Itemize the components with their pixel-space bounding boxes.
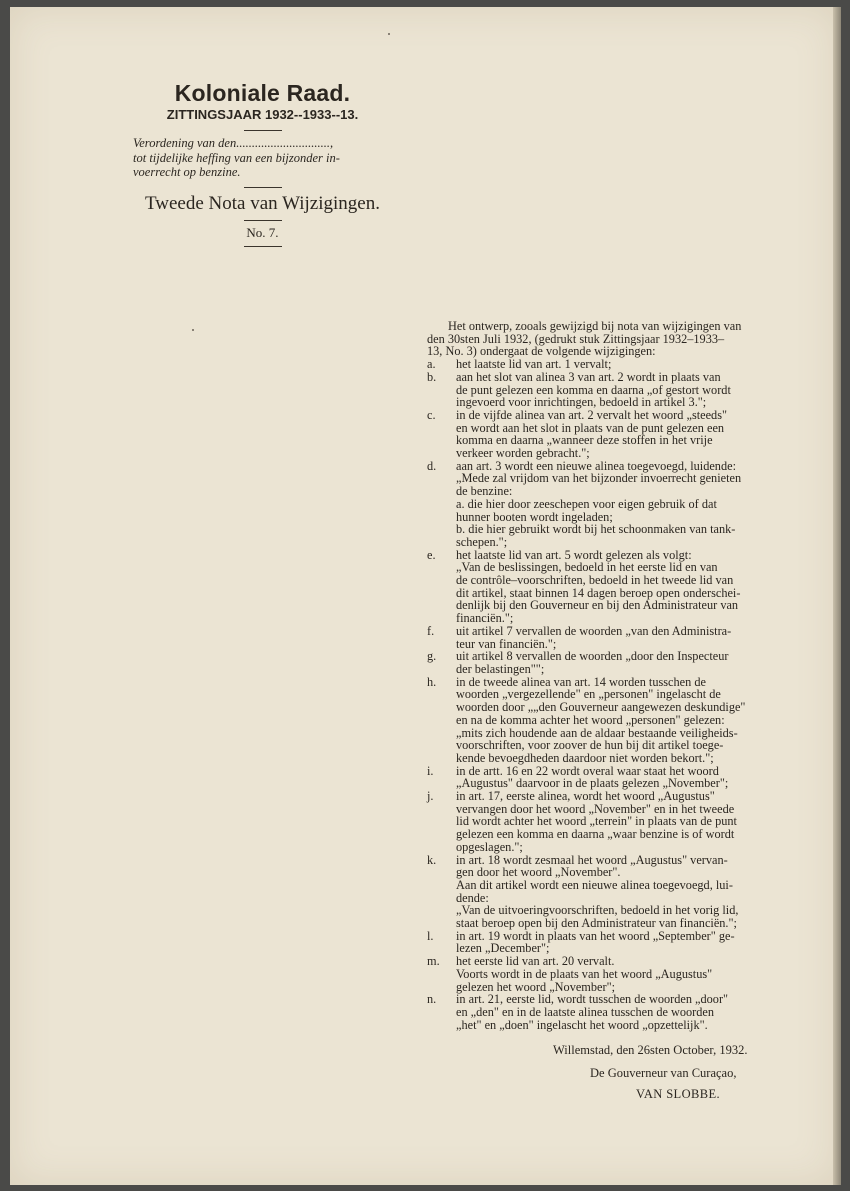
amendment-line: en „den" en in de laatste alinea tusschen de woorden xyxy=(456,1004,715,1019)
amendment-letter: a. xyxy=(427,357,436,372)
amendment-letter: l. xyxy=(427,928,434,943)
ordinance-subject xyxy=(130,136,395,180)
amendment-line: woorden „vergezellende" en „personen" ingelascht de xyxy=(456,687,721,702)
amendment-line: „het" en „doen" ingelascht het woord „opzettelijk". xyxy=(456,1017,708,1032)
intro-line: den 30sten Juli 1932, (gedrukt stuk Zittingsjaar 1932–1933– xyxy=(427,331,725,346)
amendment-line: hunner booten wordt ingeladen; xyxy=(456,509,613,524)
amendment-line: dende: xyxy=(456,890,489,905)
amendment-item xyxy=(427,549,798,625)
amendment-line: Aan dit artikel wordt een nieuwe alinea toegevoegd, lui- xyxy=(456,877,733,892)
amendment-line: b. die hier gebruikt wordt bij het schoonmaken van tank- xyxy=(456,522,736,537)
amendment-item xyxy=(427,790,798,854)
council-title: Koloniale Raad. xyxy=(174,80,351,106)
amendment-item xyxy=(427,650,798,675)
amendment-letter: j. xyxy=(427,789,434,804)
page-edge xyxy=(833,7,841,1185)
amendment-line: kende bevoegdheden daardoor niet worden bekort."; xyxy=(456,750,714,765)
intro-paragraph xyxy=(427,320,798,358)
amendment-line: „Van de uitvoeringvoorschriften, bedoeld in het vorig lid, xyxy=(456,903,739,918)
amendment-line: vervangen door het woord „November" en in het tweede xyxy=(456,801,735,816)
divider xyxy=(244,130,282,131)
amendment-letter: f. xyxy=(427,623,435,638)
amendment-letter: k. xyxy=(427,852,437,867)
amendment-line: financiën."; xyxy=(456,611,514,626)
amendment-line: woorden door „„den Gouverneur aangewezen deskundige" xyxy=(456,700,746,715)
amendment-line: in de artt. 16 en 22 wordt overal waar staat het woord xyxy=(456,763,719,778)
amendment-letter: e. xyxy=(427,547,436,562)
amendment-line: „Van de beslissingen, bedoeld in het eerste lid en van xyxy=(456,560,718,575)
document-header xyxy=(130,80,395,252)
signature-name: VAN SLOBBE. xyxy=(636,1087,721,1101)
amendment-letter: d. xyxy=(427,458,437,473)
amendment-line: in art. 19 wordt in plaats van het woord „September" ge- xyxy=(456,928,735,943)
amendment-line: gelezen het woord „November"; xyxy=(456,979,616,994)
amendment-item xyxy=(427,625,798,650)
signature-date: Willemstad, den 26sten October, 1932. xyxy=(553,1043,748,1057)
nota-number: No. 7. xyxy=(246,224,279,240)
amendment-line: Voorts wordt in de plaats van het woord „Augustus" xyxy=(456,966,713,981)
amendment-item xyxy=(427,854,798,930)
amendment-letter: i. xyxy=(427,763,434,778)
amendment-letter: h. xyxy=(427,674,437,689)
amendment-line: dit artikel, staat binnen 14 dagen beroep open onderschei- xyxy=(456,585,741,600)
amendment-line: gelezen een komma en daarna „waar benzine is of wordt xyxy=(456,827,735,842)
amendment-line: „Augustus" daarvoor in de plaats gelezen „November"; xyxy=(456,776,729,791)
divider xyxy=(244,246,282,247)
amendment-letter: g. xyxy=(427,649,437,664)
amendment-item xyxy=(427,765,798,790)
amendment-line: en wordt aan het slot in plaats van de punt gelezen een xyxy=(456,420,725,435)
amendment-line: voorschriften, voor zoover de hun bij dit artikel toege- xyxy=(456,738,724,753)
amendment-item xyxy=(427,930,798,955)
print-speck xyxy=(192,329,194,331)
amendment-item xyxy=(427,371,798,409)
subject-line: Verordening van den.............................., xyxy=(133,136,334,150)
amendment-line: a. die hier door zeeschepen voor eigen gebruik of dat xyxy=(456,496,717,511)
signature-governor: De Gouverneur van Curaçao, xyxy=(590,1066,737,1080)
amendment-line: staat beroep open bij den Administrateur van financiën."; xyxy=(456,916,737,931)
nota-title: Tweede Nota van Wijzigingen. xyxy=(145,192,380,214)
amendment-line: in de tweede alinea van art. 14 worden tusschen de xyxy=(456,674,706,689)
amendment-line: komma en daarna „wanneer deze stoffen in het vrije xyxy=(456,433,713,448)
amendment-line: het laatste lid van art. 1 vervalt; xyxy=(456,357,612,372)
amendment-letter: c. xyxy=(427,407,436,422)
amendment-line: in de vijfde alinea van art. 2 vervalt het woord „steeds" xyxy=(456,407,728,422)
amendment-list xyxy=(427,358,798,1031)
amendment-line: uit artikel 7 vervallen de woorden „van den Administra- xyxy=(456,623,732,638)
amendment-line: schepen."; xyxy=(456,534,508,549)
amendment-line: „Mede zal vrijdom van het bijzonder invoerrecht genieten xyxy=(456,471,742,486)
amendment-line: aan art. 3 wordt een nieuwe alinea toegevoegd, luidende: xyxy=(456,458,736,473)
amendment-line: de benzine: xyxy=(456,484,513,499)
amendment-line: uit artikel 8 vervallen de woorden „door den Inspecteur xyxy=(456,649,729,664)
amendment-item xyxy=(427,409,798,460)
amendment-item xyxy=(427,993,798,1031)
amendment-line: lezen „December"; xyxy=(456,941,550,956)
amendment-line: in art. 17, eerste alinea, wordt het woord „Augustus" xyxy=(456,789,715,804)
amendment-letter: b. xyxy=(427,369,437,384)
amendment-line: der belastingen""; xyxy=(456,661,545,676)
divider xyxy=(244,187,282,188)
amendment-line: ingevoerd voor inrichtingen, bedoeld in artikel 3."; xyxy=(456,395,707,410)
amendment-line: in art. 21, eerste lid, wordt tusschen de woorden „door" xyxy=(456,992,729,1007)
intro-line: Het ontwerp, zooals gewijzigd bij nota van wijzigingen van xyxy=(448,319,742,333)
amendment-line: de contrôle–voorschriften, bedoeld in het tweede lid van xyxy=(456,573,734,588)
subject-line: tot tijdelijke heffing van een bijzonder in- xyxy=(133,150,340,165)
amendments-body xyxy=(427,320,798,1031)
intro-line: 13, No. 3) ondergaat de volgende wijzigingen: xyxy=(427,344,656,359)
amendment-item xyxy=(427,955,798,993)
amendment-line: verkeer worden gebracht."; xyxy=(456,446,590,461)
amendment-item xyxy=(427,460,798,549)
session-year: ZITTINGSJAAR 1932--1933--13. xyxy=(166,107,359,122)
amendment-line: gen door het woord „November". xyxy=(456,865,621,880)
print-speck xyxy=(388,33,390,35)
amendment-line: aan het slot van alinea 3 van art. 2 wordt in plaats van xyxy=(456,369,721,384)
amendment-item xyxy=(427,358,798,371)
amendment-line: „mits zich houdende aan de aldaar bestaande veiligheids- xyxy=(456,725,738,740)
amendment-letter: m. xyxy=(427,954,440,969)
subject-line: voerrecht op benzine. xyxy=(133,165,241,179)
amendment-line: en na de komma achter het woord „personen" gelezen: xyxy=(456,712,725,727)
divider xyxy=(244,220,282,221)
amendment-line: het laatste lid van art. 5 wordt gelezen als volgt: xyxy=(456,547,692,562)
amendment-line: opgeslagen."; xyxy=(456,839,523,854)
amendment-letter: n. xyxy=(427,992,437,1007)
amendment-line: het eerste lid van art. 20 vervalt. xyxy=(456,954,615,969)
amendment-line: de punt gelezen een komma en daarna „of gestort wordt xyxy=(456,382,731,397)
amendment-line: in art. 18 wordt zesmaal het woord „Augustus" vervan- xyxy=(456,852,728,867)
amendment-line: denlijk bij den Gouverneur en bij den Administrateur van xyxy=(456,598,739,613)
amendment-line: teur van financiën."; xyxy=(456,636,557,651)
amendment-item xyxy=(427,676,798,765)
amendment-line: lid wordt achter het woord „terrein" in plaats van de punt xyxy=(456,814,737,829)
